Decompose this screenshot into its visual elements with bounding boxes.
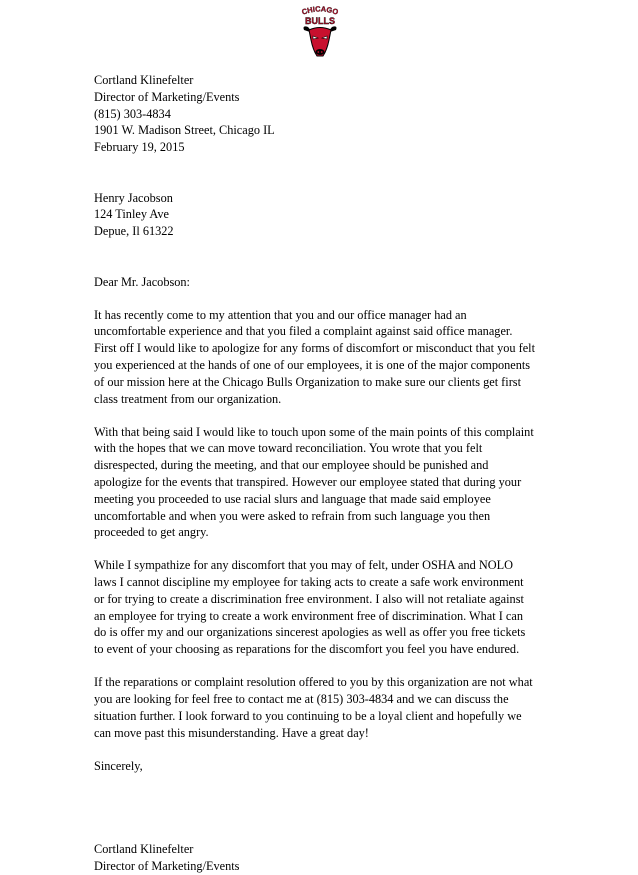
paragraph-line: class treatment from our organization. [94, 391, 282, 406]
bull-head-icon [296, 3, 344, 59]
recipient-name: Henry Jacobson [94, 190, 173, 205]
recipient-street: 124 Tinley Ave [94, 207, 169, 222]
logo-text-bottom: BULLS [305, 16, 335, 26]
paragraph-2 [94, 424, 594, 542]
paragraph-3 [94, 557, 594, 658]
paragraph-line: proceeded to get angry. [94, 525, 209, 540]
sender-phone: (815) 303-4834 [94, 106, 171, 121]
salutation: Dear Mr. Jacobson: [94, 274, 190, 289]
sender-name: Cortland Klinefelter [94, 73, 194, 87]
paragraph-line: of our mission here at the Chicago Bulls Organization to make sure our clients get first [94, 374, 521, 389]
letter-body [94, 72, 594, 875]
paragraph-line: do is offer my and our organizations sincerest apologies as well as offer you free tickets [94, 625, 526, 640]
paragraph-1 [94, 307, 594, 408]
sender-block [94, 72, 594, 156]
paragraph-line: With that being said I would like to touch upon some of the main points of this complaint [94, 424, 534, 439]
signature-block [94, 841, 594, 875]
paragraph-line: can move past this misunderstanding. Have a great day! [94, 725, 369, 740]
paragraph-line: to event of your choosing as reparations for the discomfort you feel you have endured. [94, 642, 520, 657]
paragraph-line: While I sympathize for any discomfort that you may of felt, under OSHA and NOLO [94, 558, 514, 573]
svg-text:CHICAGO [301, 4, 340, 16]
paragraph-line: situation further. I look forward to you continuing to be a loyal client and hopefully we [94, 708, 522, 723]
paragraph-line: you experienced at the hands of one of our employees, it is one of the major components [94, 357, 531, 372]
paragraph-line: an employee for trying to create a work environment free of discrimination. What I can [94, 608, 523, 623]
paragraph-line: uncomfortable experience and that you filed a complaint against said office manager. [94, 324, 513, 339]
signature-name: Cortland Klinefelter [94, 842, 194, 857]
logo-text-top: CHICAGO [300, 4, 340, 17]
sender-title: Director of Marketing/Events [94, 89, 240, 104]
paragraph-line: apologize for the events that transpired. However our employee stated that during your [94, 474, 522, 489]
chicago-bulls-logo [296, 3, 344, 59]
letter-date: February 19, 2015 [94, 140, 185, 155]
paragraph-line: you are looking for feel free to contact me at (815) 303-4834 and we can discuss the [94, 692, 509, 707]
paragraph-line: If the reparations or complaint resolution offered to you by this organization are not what [94, 675, 533, 690]
recipient-city: Depue, Il 61322 [94, 224, 174, 239]
paragraph-line: laws I cannot discipline my employee for taking acts to create a safe work environment [94, 575, 524, 590]
signature-title: Director of Marketing/Events [94, 859, 240, 874]
paragraph-line: or for trying to create a discrimination free environment. I also will not retaliate against [94, 591, 524, 606]
paragraph-line: with the hopes that we can move toward reconciliation. You wrote that you felt [94, 441, 483, 456]
sender-address: 1901 W. Madison Street, Chicago IL [94, 123, 275, 138]
paragraph-line: uncomfortable and when you were asked to refrain from such language you then [94, 508, 491, 523]
paragraph-line: First off I would like to apologize for any forms of discomfort or misconduct that you felt [94, 341, 536, 356]
paragraph-line: It has recently come to my attention that you and our office manager had an [94, 307, 467, 322]
paragraph-line: meeting you proceeded to use racial slurs and language that made said employee [94, 491, 491, 506]
paragraph-line: disrespected, during the meeting, and that our employee should be punished and [94, 458, 489, 473]
paragraph-4 [94, 674, 594, 741]
closing: Sincerely, [94, 758, 143, 773]
recipient-block [94, 190, 594, 240]
